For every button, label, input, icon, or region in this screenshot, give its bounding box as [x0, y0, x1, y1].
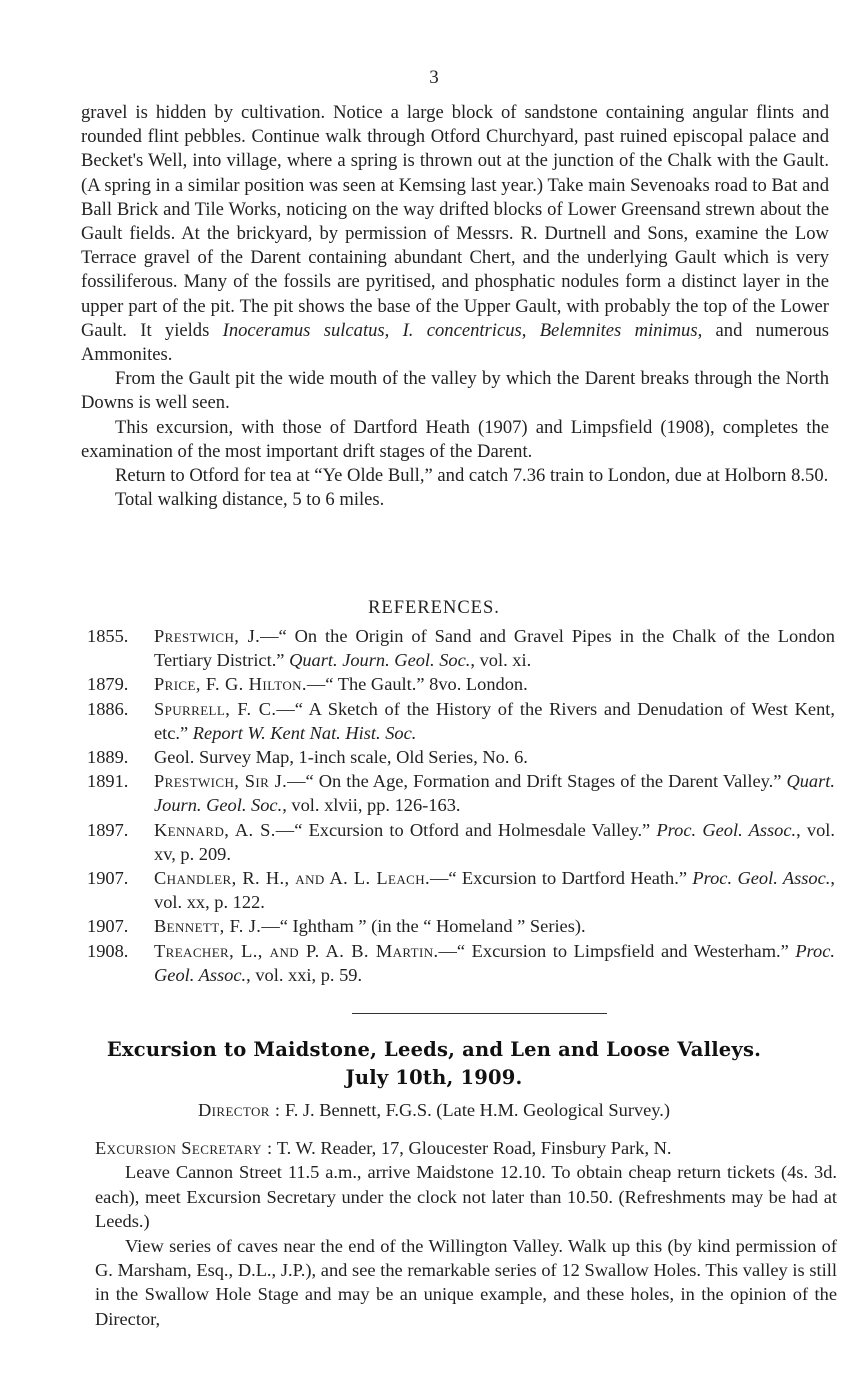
reference-text: Geol. Survey Map, 1-inch scale, Old Series, No. 6.	[154, 747, 528, 768]
reference-text: Kennard, A. S.—“ Excursion to Otford and Holmesdale Valley.” Proc. Geol. Assoc., vol. xv, p. 209.	[154, 819, 836, 864]
paragraph-walking-distance: Total walking distance, 5 to 6 miles.	[115, 489, 385, 511]
excursion-title	[0, 1036, 868, 1092]
reference-text: Chandler, R. H., and A. L. Leach.—“ Excursion to Dartford Heath.” Proc. Geol. Assoc., vol. xx, p. 122.	[154, 868, 835, 913]
reference-item	[87, 818, 835, 866]
paragraph-travel: Leave Cannon Street 11.5 a.m., arrive Maidstone 12.10. To obtain cheap return tickets (4s. 3d. each), meet Excursion Secretary under the clock not later than 10.50. (Refreshments may be had at Leeds.)	[95, 1162, 837, 1232]
reference-author: Chandler, R. H., and A. L. Leach.	[154, 868, 430, 889]
excursion-body	[95, 1136, 837, 1331]
secretary-label: Excursion Secretary :	[95, 1138, 273, 1158]
reference-year: 1897.	[87, 819, 129, 840]
page-number: 3	[429, 67, 439, 88]
fossil-name: I. concentricus	[402, 319, 522, 341]
excursion-title-line: Excursion to Maidstone, Leeds, and Len and Loose Valleys.	[106, 1038, 762, 1061]
references-list	[87, 624, 835, 987]
reference-author: Price, F. G. Hilton.	[154, 674, 307, 695]
paragraph-brickyard: gravel is hidden by cultivation. Notice a large block of sandstone containing angular flints and rounded flint pebbles. Continue walk through Otford Churchyard, past ruined episcopal palace and Becket's Well, into village, where a spring is thrown out at the junction of the Chalk with the Gault. (A spring in a similar position was seen at Kemsing last year.) Take main Sevenoaks road to Bat and Ball Brick and Tile Works, noticing on the way drifted blocks of Lower Greensand strewn about the Gault fields. At the brickyard, by permission of Messrs. R. Durtnell and Sons, examine the Low Terrace gravel of the Darent containing abundant Chert, and the underlying Gault which is very fossiliferous. Many of the fossils are pyritised, and phosphatic nodules form a distinct layer in the upper part of the pit. The pit shows the base of the Upper Gault, with probably the top of the Lower Gault. It yields Inoceramus sulcatus, I. concentricus, Belemnites minimus, and numerous Ammonites.	[81, 102, 830, 366]
paragraph-gault-pit: From the Gault pit the wide mouth of the valley by which the Darent breaks through the North Downs is well seen.	[81, 368, 829, 414]
reference-author: Prestwich, J.	[154, 626, 261, 646]
reference-year: 1889.	[87, 747, 129, 768]
director-line	[0, 1098, 868, 1122]
reference-item	[87, 624, 835, 672]
reference-text: Spurrell, F. C.—“ A Sketch of the History of the Rivers and Denudation of West Kent, etc.” Report W. Kent Nat. Hist. Soc.	[154, 698, 835, 743]
reference-item	[87, 866, 835, 914]
reference-text: Prestwich, Sir J.—“ On the Age, Formation and Drift Stages of the Darent Valley.” Quart. Journ. Geol. Soc., vol. xlvii, pp. 126-163.	[154, 771, 835, 816]
reference-item	[87, 939, 835, 987]
reference-author: Kennard, A. S.	[154, 819, 276, 840]
paragraph-excursion-summary: This excursion, with those of Dartford Heath (1907) and Limpsfield (1908), completes the examination of the most important drift stages of the Darent.	[81, 416, 829, 462]
reference-text: Price, F. G. Hilton.—“ The Gault.” 8vo. London.	[154, 674, 528, 695]
reference-year: 1908.	[87, 940, 129, 961]
secretary-line	[95, 1136, 837, 1160]
reference-item	[87, 745, 835, 769]
reference-year: 1907.	[87, 868, 129, 889]
body-text	[81, 101, 829, 512]
reference-item	[87, 697, 835, 745]
reference-year: 1879.	[87, 674, 129, 695]
reference-year: 1907.	[87, 916, 129, 937]
references-heading: REFERENCES.	[368, 598, 500, 618]
reference-author: Treacher, L., and P. A. B. Martin.	[154, 940, 439, 961]
reference-item	[87, 672, 835, 696]
reference-author: Bennett, F. J.	[154, 916, 262, 937]
director-label: Director :	[197, 1100, 281, 1120]
reference-text: Bennett, F. J.—“ Ightham ” (in the “ Homeland ” Series).	[154, 916, 586, 937]
secretary-value: T. W. Reader, 17, Gloucester Road, Finsbury Park, N.	[272, 1138, 672, 1158]
reference-text: Treacher, L., and P. A. B. Martin.—“ Excursion to Limpsfield and Westerham.” Proc. Geol. Assoc., vol. xxi, p. 59.	[154, 940, 835, 985]
fossil-name: Inoceramus sulcatus	[222, 319, 385, 341]
section-divider	[352, 1013, 607, 1014]
reference-year: 1855.	[87, 626, 129, 646]
reference-year: 1891.	[87, 771, 129, 792]
paragraph-swallow-holes: View series of caves near the end of the Willington Valley. Walk up this (by kind permission of G. Marsham, Esq., D.L., J.P.), and see the remarkable series of 12 Swallow Holes. This valley is still in the Swallow Hole Stage and may be an unique example, and these holes, in the opinion of the Director,	[95, 1235, 837, 1329]
reference-author: Spurrell, F. C.	[154, 698, 277, 719]
reference-text: Prestwich, J.—“ On the Origin of Sand and Gravel Pipes in the Chalk of the London Tertiary District.” Quart. Journ. Geol. Soc., vol. xi.	[154, 626, 835, 671]
reference-item	[87, 914, 835, 938]
reference-year: 1886.	[87, 698, 129, 719]
director-value: F. J. Bennett, F.G.S. (Late H.M. Geological Survey.)	[280, 1100, 671, 1120]
fossil-name: Belemnites minimus	[539, 319, 698, 341]
reference-item	[87, 769, 835, 817]
excursion-date: July 10th, 1909.	[345, 1066, 523, 1089]
paragraph-return: Return to Otford for tea at “Ye Olde Bull,” and catch 7.36 train to London, due at Holborn 8.50.	[115, 465, 829, 487]
reference-author: Prestwich, Sir J.	[154, 771, 288, 792]
